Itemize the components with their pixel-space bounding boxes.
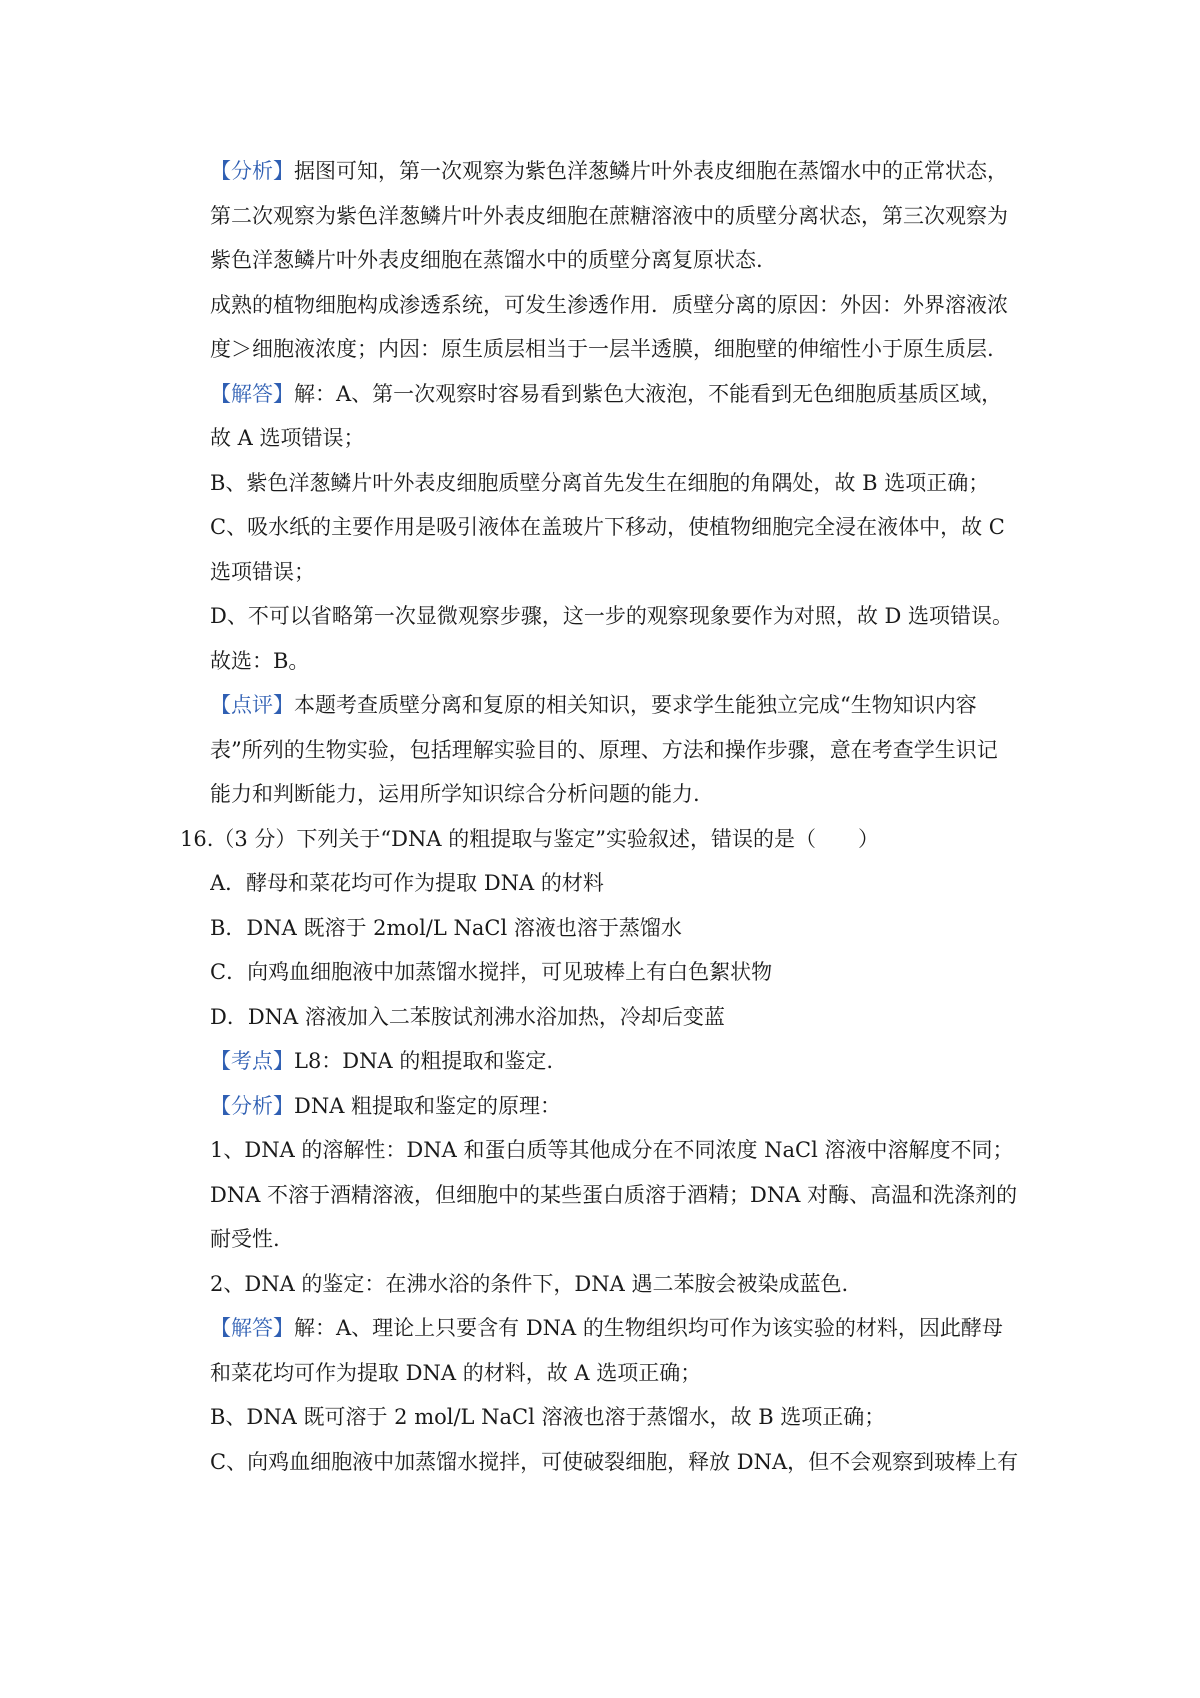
q15-answer-line-4: C、吸水纸的主要作用是吸引液体在盖玻片下移动，使植物细胞完全浸在液体中，故 C: [210, 515, 1005, 539]
q16-option-c: C．向鸡血细胞液中加蒸馏水搅拌，可见玻棒上有白色絮状物: [210, 960, 773, 984]
analysis-tag: 【分析】: [210, 159, 294, 183]
q16-option-d: D．DNA 溶液加入二苯胺试剂沸水浴加热，冷却后变蓝: [210, 1005, 725, 1029]
q15-analysis-line-1: 【分析】据图可知，第一次观察为紫色洋葱鳞片叶外表皮细胞在蒸馏水中的正常状态，: [210, 159, 1008, 183]
q15-analysis-line-2: 第二次观察为紫色洋葱鳞片叶外表皮细胞在蔗糖溶液中的质壁分离状态，第三次观察为: [210, 204, 1008, 228]
q15-analysis-line-4: 成熟的植物细胞构成渗透系统，可发生渗透作用．质壁分离的原因：外因：外界溶液浓: [210, 293, 1008, 317]
q16-analysis-line-1: 【分析】DNA 粗提取和鉴定的原理：: [210, 1094, 562, 1118]
q16-answer-line-4: C、向鸡血细胞液中加蒸馏水搅拌，可使破裂细胞，释放 DNA，但不会观察到玻棒上有: [210, 1450, 1019, 1474]
q16-analysis-line-3: DNA 不溶于酒精溶液，但细胞中的某些蛋白质溶于酒精；DNA 对酶、高温和洗涤剂的: [210, 1183, 1018, 1207]
q16-analysis-line-2: 1、DNA 的溶解性：DNA 和蛋白质等其他成分在不同浓度 NaCl 溶液中溶解度不同；: [210, 1138, 1014, 1162]
q16-analysis-line-5: 2、DNA 的鉴定：在沸水浴的条件下，DNA 遇二苯胺会被染成蓝色.: [210, 1272, 849, 1296]
q15-answer-line-5: 选项错误；: [210, 560, 315, 584]
q16-stem: 16.（3 分）下列关于“DNA 的粗提取与鉴定”实验叙述，错误的是（ ）: [180, 827, 879, 851]
q15-answer-line-6: D、不可以省略第一次显微观察步骤，这一步的观察现象要作为对照，故 D 选项错误。: [210, 604, 1014, 628]
q16-answer-line-2: 和菜花均可作为提取 DNA 的材料，故 A 选项正确；: [210, 1361, 702, 1385]
q15-analysis-line-3: 紫色洋葱鳞片叶外表皮细胞在蒸馏水中的质壁分离复原状态.: [210, 248, 763, 272]
q15-answer-line-2: 故 A 选项错误；: [210, 426, 365, 450]
q15-answer-line-7: 故选：B。: [210, 649, 310, 673]
q15-answer-line-1: 【解答】解：A、第一次观察时容易看到紫色大液泡，不能看到无色细胞质基质区域，: [210, 382, 1003, 406]
q16-keypoint: 【考点】L8：DNA 的粗提取和鉴定.: [210, 1049, 554, 1073]
q15-comment-line-2: 表”所列的生物实验，包括理解实验目的、原理、方法和操作步骤，意在考查学生识记: [210, 738, 998, 762]
comment-tag: 【点评】: [210, 693, 294, 717]
q15-comment-line-3: 能力和判断能力，运用所学知识综合分析问题的能力.: [210, 782, 700, 806]
q15-comment-line-1: 【点评】本题考查质壁分离和复原的相关知识，要求学生能独立完成“生物知识内容: [210, 693, 977, 717]
keypoint-tag: 【考点】: [210, 1049, 294, 1073]
analysis-tag: 【分析】: [210, 1094, 294, 1118]
q16-answer-line-1: 【解答】解：A、理论上只要含有 DNA 的生物组织均可作为该实验的材料，因此酵母: [210, 1316, 1003, 1340]
q16-analysis-line-4: 耐受性.: [210, 1227, 280, 1251]
answer-tag: 【解答】: [210, 1316, 294, 1340]
q15-answer-line-3: B、紫色洋葱鳞片叶外表皮细胞质壁分离首先发生在细胞的角隅处，故 B 选项正确；: [210, 471, 990, 495]
q16-answer-line-3: B、DNA 既可溶于 2 mol/L NaCl 溶液也溶于蒸馏水，故 B 选项正确；: [210, 1405, 886, 1429]
q16-option-a: A．酵母和菜花均可作为提取 DNA 的材料: [210, 871, 604, 895]
answer-tag: 【解答】: [210, 382, 294, 406]
q16-option-b: B．DNA 既溶于 2mol/L NaCl 溶液也溶于蒸馏水: [210, 916, 682, 940]
q15-analysis-line-5: 度＞细胞液浓度；内因：原生质层相当于一层半透膜，细胞壁的伸缩性小于原生质层.: [210, 337, 994, 361]
